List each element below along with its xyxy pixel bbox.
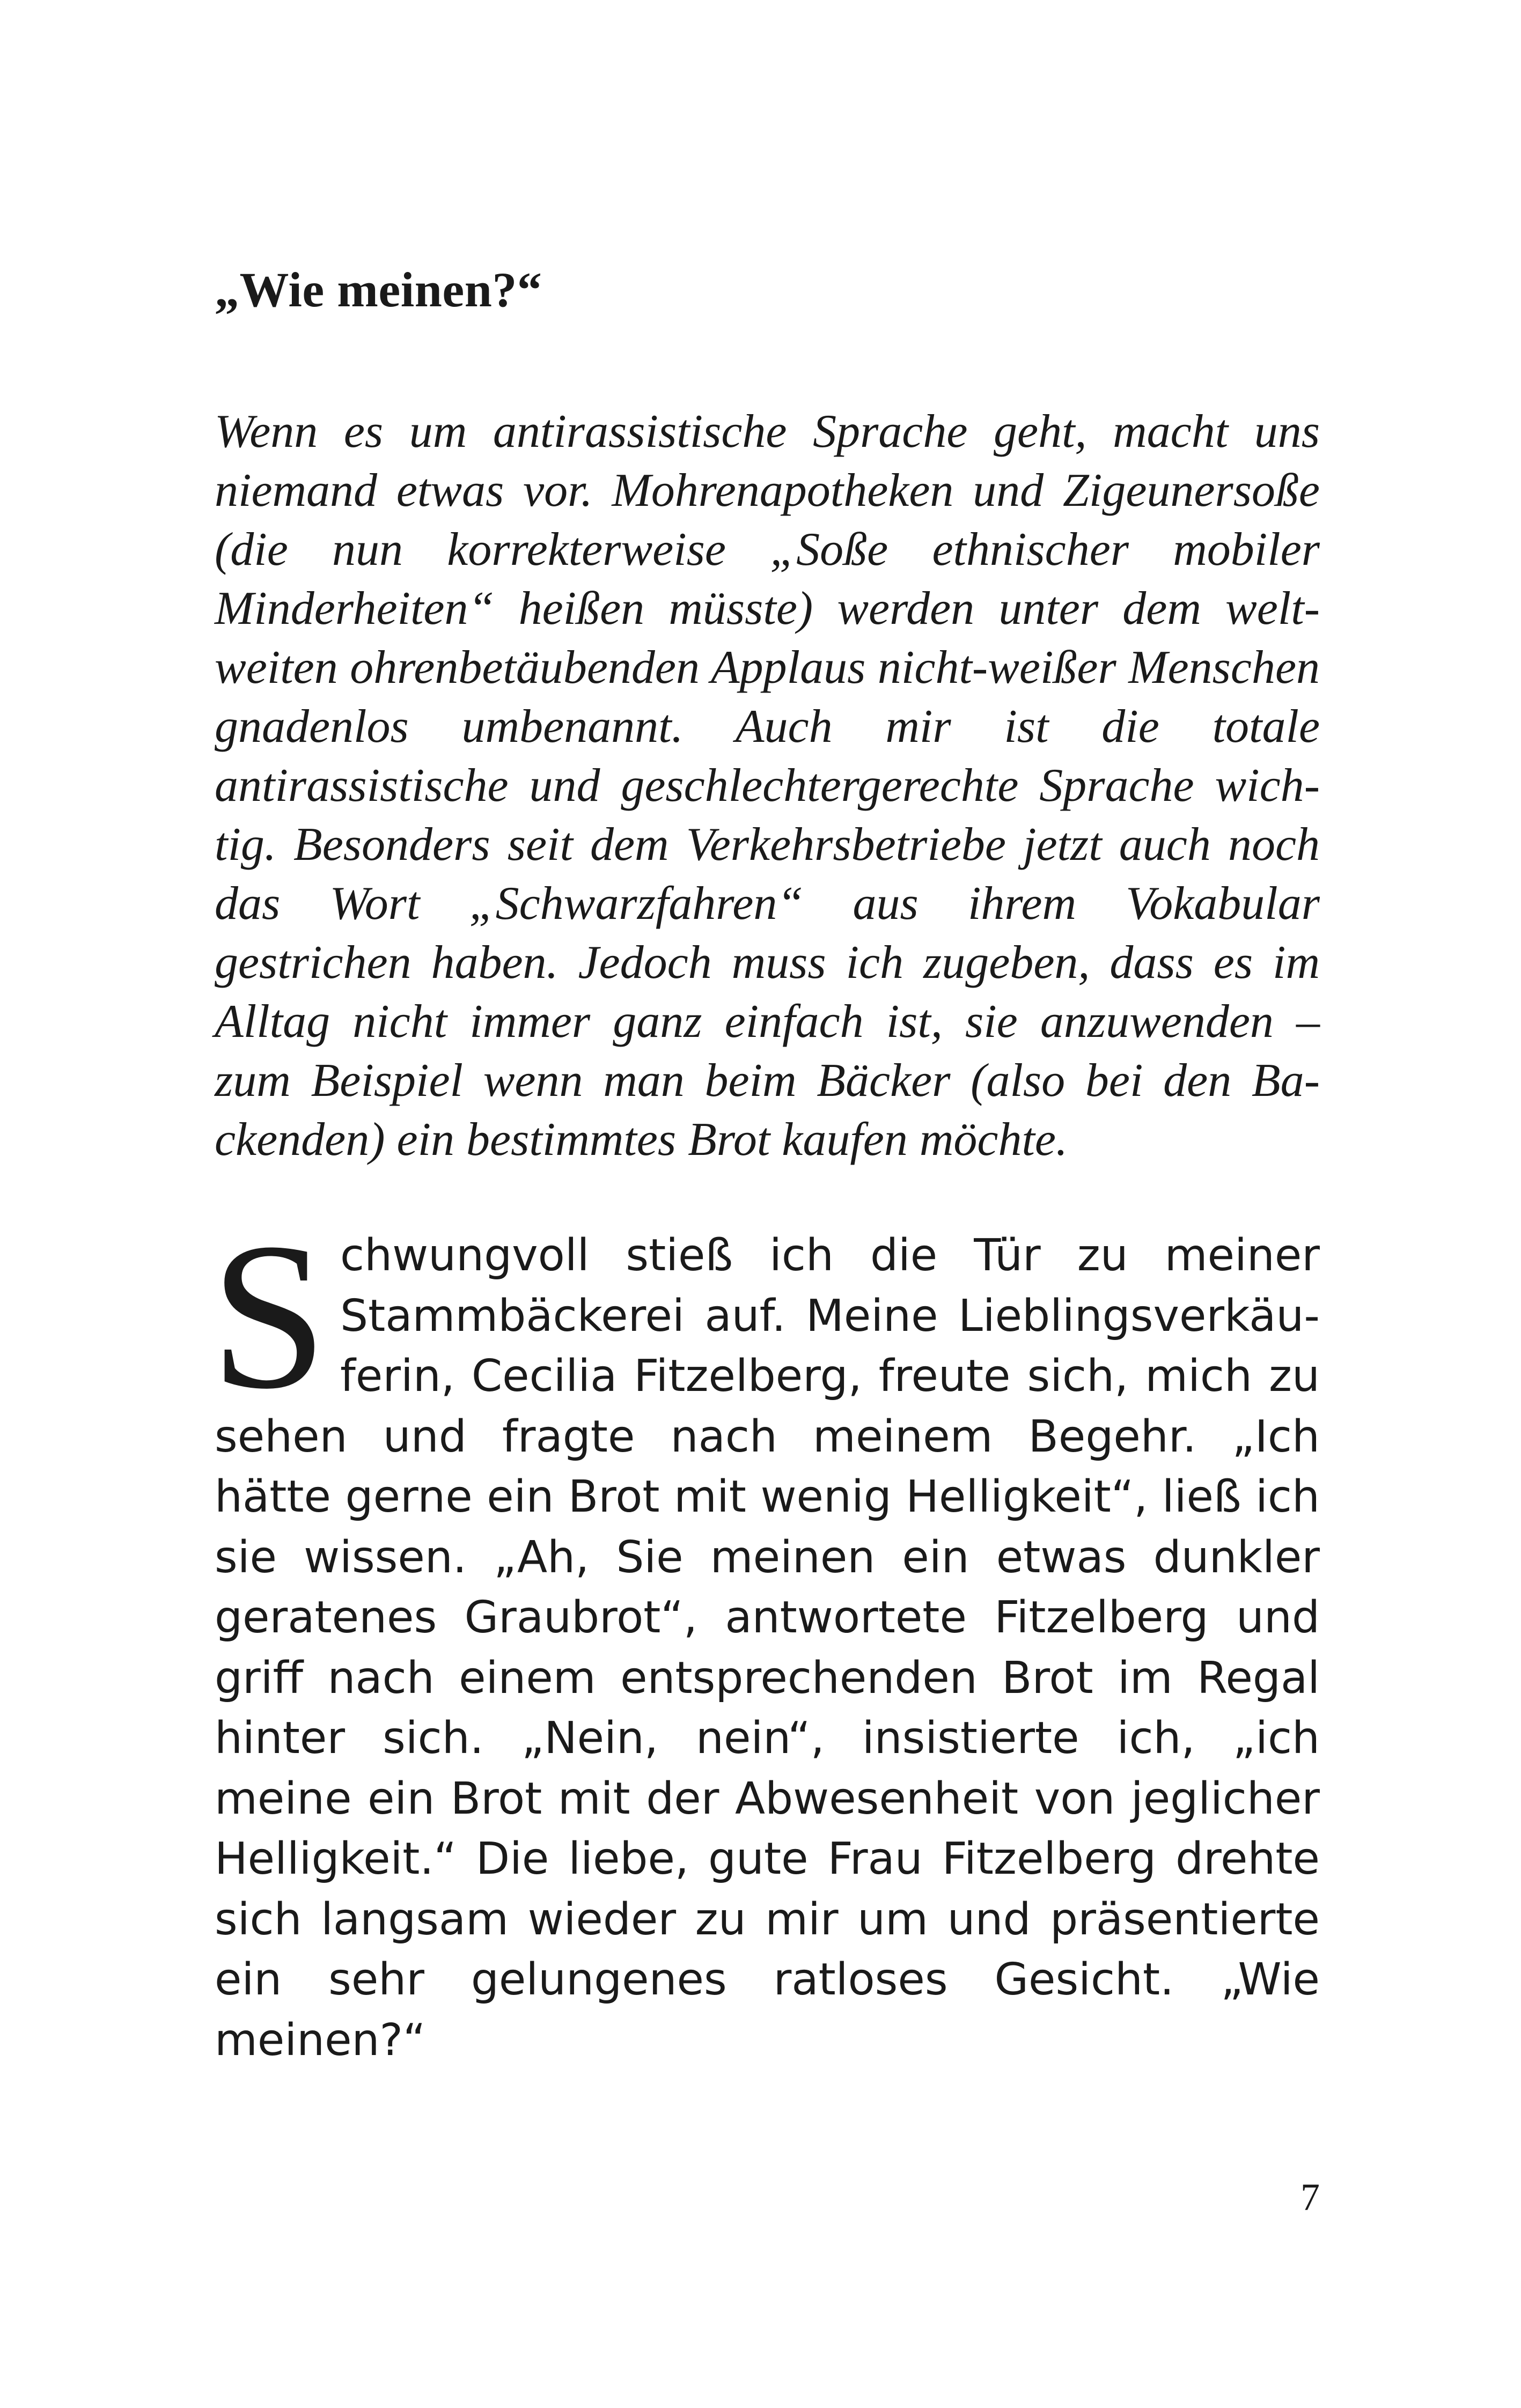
chapter-title: „Wie meinen?“ <box>215 262 542 317</box>
intro-paragraph: Wenn es um antirassistische Sprache geht, macht uns niemand etwas vor. Mohrenapotheken und Zigeunersoße (die nun korrekterweise „Soße ethnischer mobiler Minderheiten“ heißen müsste) werden unter dem weltweiten ohrenbetäubenden Applaus nicht-weißer Menschen gnadenlos umbenannt. Auch mir ist die totale antirassistische und geschlechtergerechte Sprache wichtig. Besonders seit dem Verkehrsbetriebe jetzt auch noch das Wort „Schwarzfahren“ aus ihrem Vokabular gestrichen haben. Jedoch muss ich zugeben, dass es im Alltag nicht immer ganz einfach ist, sie anzuwenden – zum Beispiel wenn man beim Bäcker (also bei den Backenden) ein bestimmtes Brot kaufen möchte. <box>215 406 1320 1166</box>
body-text: chwungvoll stieß ich die Tür zu meiner Stammbäckerei auf. Meine Lieblingsverkäuferin, Cecilia Fitzelberg, freute sich, mich zu sehen und fragte nach meinem Begehr. „Ich hätte gerne ein Brot mit wenig Helligkeit“, ließ ich sie wissen. „Ah, Sie meinen ein etwas dunkler geratenes Graubrot“, antwortete Fitzelberg und griff nach einem entsprechenden Brot im Regal hinter sich. „Nein, nein“, insistierte ich, „ich meine ein Brot mit der Abwesenheit von jeglicher Helligkeit.“ Die liebe, gute Frau Fitzelberg drehte sich langsam wieder zu mir um und präsentierte ein sehr gelungenes ratloses Gesicht. „Wie meinen?“ <box>215 1230 1320 2066</box>
page-number: 7 <box>1300 2176 1320 2219</box>
drop-cap: S <box>210 1199 328 1432</box>
body-paragraph <box>210 1199 1320 2071</box>
